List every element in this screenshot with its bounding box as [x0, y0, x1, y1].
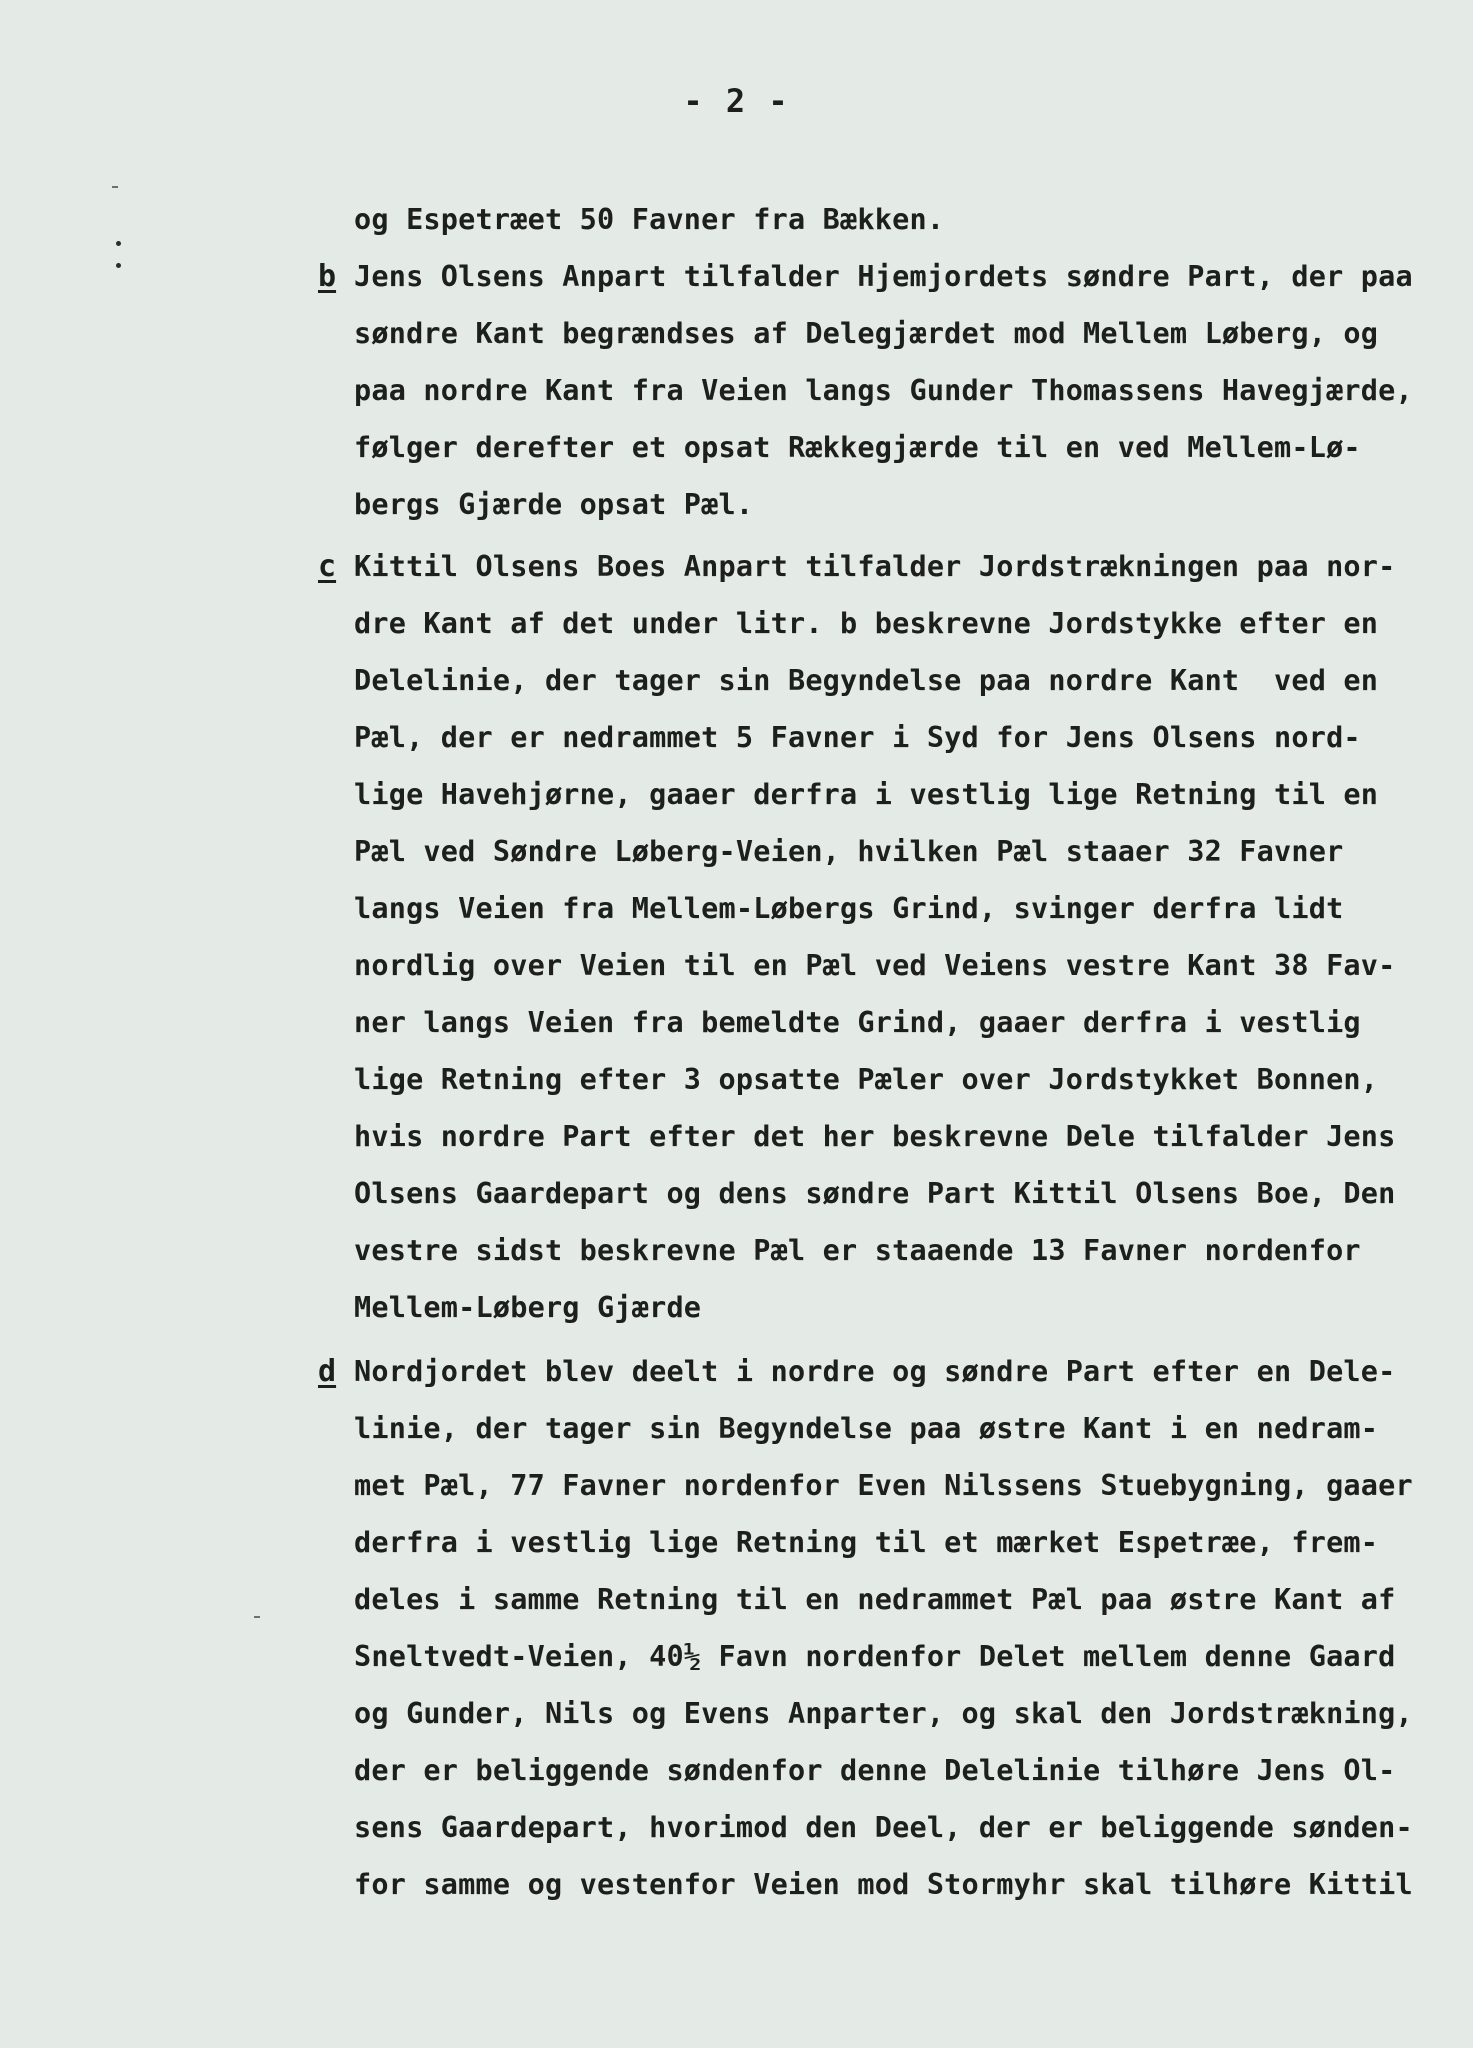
text-line: hvis nordre Part efter det her beskrevne Dele tilfalder Jens — [354, 1120, 1396, 1153]
text-line: Mellem-Løberg Gjærde — [354, 1291, 702, 1324]
section-d-paragraph — [354, 1343, 1454, 1913]
page-number: - 2 - — [683, 82, 790, 120]
text-line: met Pæl, 77 Favner nordenfor Even Nilssens Stuebygning, gaaer — [354, 1469, 1413, 1502]
margin-mark — [112, 186, 118, 188]
text-line: søndre Kant begrændses af Delegjærdet mod Mellem Løberg, og — [354, 317, 1379, 350]
text-line: lige Havehjørne, gaaer derfra i vestlig lige Retning til en — [354, 778, 1379, 811]
section-b-paragraph — [354, 248, 1454, 533]
text-line: Pæl ved Søndre Løberg-Veien, hvilken Pæl staaer 32 Favner — [354, 835, 1344, 868]
text-line: Olsens Gaardepart og dens søndre Part Kittil Olsens Boe, Den — [354, 1177, 1396, 1210]
text-line: paa nordre Kant fra Veien langs Gunder Thomassens Havegjærde, — [354, 374, 1413, 407]
text-line: sens Gaardepart, hvorimod den Deel, der er beliggende sønden- — [354, 1811, 1413, 1844]
text-line: ner langs Veien fra bemeldte Grind, gaaer derfra i vestlig — [354, 1006, 1361, 1039]
text-line: deles i samme Retning til en nedrammet Pæl paa østre Kant af — [354, 1583, 1396, 1616]
text-line: Pæl, der er nedrammet 5 Favner i Syd for Jens Olsens nord- — [354, 721, 1361, 754]
text-line: følger derefter et opsat Rækkegjærde til en ved Mellem-Lø- — [354, 431, 1361, 464]
text-line: nordlig over Veien til en Pæl ved Veiens vestre Kant 38 Fav- — [354, 949, 1396, 982]
section-letter-c: c — [318, 549, 337, 584]
section-c-paragraph — [354, 538, 1454, 1336]
margin-dot — [116, 263, 121, 268]
text-line: og Gunder, Nils og Evens Anparter, og skal den Jordstrækning, — [354, 1697, 1413, 1730]
section-letter-b: b — [318, 259, 337, 294]
text-line: der er beliggende søndenfor denne Delelinie tilhøre Jens Ol- — [354, 1754, 1396, 1787]
text-line: derfra i vestlig lige Retning til et mærket Espetræe, frem- — [354, 1526, 1379, 1559]
intro-paragraph — [354, 191, 1454, 248]
text-line: Jens Olsens Anpart tilfalder Hjemjordets søndre Part, der paa — [354, 260, 1413, 293]
text-line: Delelinie, der tager sin Begyndelse paa nordre Kant ved en — [354, 664, 1379, 697]
margin-mark — [254, 1616, 260, 1618]
text-line: linie, der tager sin Begyndelse paa østre Kant i en nedram- — [354, 1412, 1379, 1445]
text-line: vestre sidst beskrevne Pæl er staaende 13 Favner nordenfor — [354, 1234, 1361, 1267]
text-line: Nordjordet blev deelt i nordre og søndre Part efter en Dele- — [354, 1355, 1396, 1388]
text-line: bergs Gjærde opsat Pæl. — [354, 488, 754, 521]
text-line: og Espetræet 50 Favner fra Bækken. — [354, 203, 945, 236]
margin-dot — [116, 241, 121, 246]
text-line: lige Retning efter 3 opsatte Pæler over Jordstykket Bonnen, — [354, 1063, 1379, 1096]
text-line: Sneltvedt-Veien, 40½ Favn nordenfor Delet mellem denne Gaard — [354, 1640, 1396, 1673]
text-line: for samme og vestenfor Veien mod Stormyhr skal tilhøre Kittil — [354, 1868, 1413, 1901]
text-line: Kittil Olsens Boes Anpart tilfalder Jordstrækningen paa nor- — [354, 550, 1396, 583]
text-line: langs Veien fra Mellem-Løbergs Grind, svinger derfra lidt — [354, 892, 1344, 925]
section-letter-d: d — [318, 1354, 337, 1389]
text-line: dre Kant af det under litr. b beskrevne Jordstykke efter en — [354, 607, 1379, 640]
